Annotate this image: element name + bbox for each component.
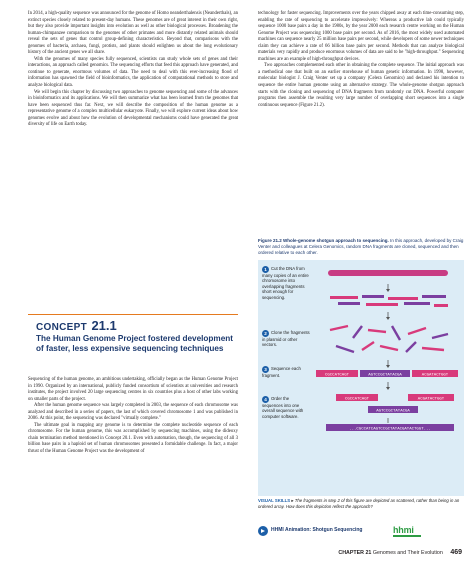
fragment <box>422 295 446 298</box>
visual-skills-arrow-icon: ▸ <box>291 498 294 503</box>
step-2-number: 2 <box>262 330 269 337</box>
step-1-number: 1 <box>262 266 269 273</box>
step-2 <box>262 330 310 348</box>
arrow-head-step1 <box>386 289 390 292</box>
clone <box>392 326 400 340</box>
arrow-head-step4 <box>386 387 390 390</box>
clone <box>330 326 348 330</box>
clone <box>353 326 362 338</box>
paragraph-goal: The ultimate goal in mapping any genome is to determine the complete nucleotide sequence of each chromosome. For the human genome, this was accomplished by sequencing machines, using the dideoxy chain termination method mentioned in Concept 20.1. Even with automation, though, the sequencing of all 3 billion base pairs in a haploid set of human chromosomes presented a formidable challenge. In fact, a major thrust of the Human Genome Project was the development of <box>28 422 238 455</box>
footer-title: Genomes and Their Evolution <box>372 550 443 556</box>
step-4-text: Order the sequences into one overall sequence with computer software. <box>262 396 304 419</box>
clone <box>336 346 354 352</box>
figure-caption-text: In this approach, developed by Craig Venter and colleagues at Celera Genomics, random DNA fragments are cloned, sequenced and then ordered relative to each other. <box>258 238 464 255</box>
concept-divider <box>28 314 238 315</box>
right-column <box>258 11 464 109</box>
seq-step4-c: AGTCCGCTATACGA <box>376 409 410 414</box>
seq-step3-c: ACGATACTGGT <box>421 373 449 378</box>
paragraph-neanderthal: In 2014, a high-quality sequence was announced for the genome of Homo neanderthalensis (Neanderthals), an extinct species closely related to present-day humans. These genomes are of great interest in their own right, but they also provide important insights into evolution as well as other biological processes. Broadening the human-chimpanzee comparison to the genomes of other primates and more distantly related animals should reveal the sets of genes that control group-defining characteristics. Beyond that, comparisons with the genomes of bacteria, archaea, fungi, protists, and plants should enlighten us about the long evolutionary history of the ancient genes we all share. <box>28 11 238 56</box>
seq-step4-b: ACGATACTGGT <box>417 397 445 402</box>
clone <box>380 346 398 350</box>
fragment <box>434 304 448 307</box>
visual-skills-text: The fragments in step 2 of this figure are depicted as scattered, rather than being in an ordered array. How does this depiction reflect the approach? <box>258 498 460 509</box>
concept-title: The Human Genome Project fostered development of faster, less expensive sequencing techniques <box>36 334 233 354</box>
seq-step3-b: AGTCCGCTATACGA <box>368 373 402 378</box>
clone <box>408 328 426 334</box>
step-4-number: 4 <box>262 396 269 403</box>
left-column-top <box>28 11 238 129</box>
page-footer <box>338 549 462 556</box>
cloned-fragments <box>330 326 448 352</box>
page-number: 469 <box>450 549 462 556</box>
hhmi-animation-label[interactable]: HHMI Animation: Shotgun Sequencing <box>271 527 363 533</box>
step-3 <box>262 366 310 378</box>
fragment <box>330 296 358 299</box>
concept-label: CONCEPT <box>36 322 87 333</box>
clone <box>362 342 374 350</box>
paragraph-hgp: Sequencing of the human genome, an ambitious undertaking, officially began as the Human Genome Project in 1990. Organized by an international, publicly funded consortium of scientists at universities and research institutes, the project involved 20 large sequencing centres in six countries plus a host of other labs working on smaller parts of the project. <box>28 377 238 402</box>
step-3-number: 3 <box>262 366 269 373</box>
figure-label: Figure 21.2 <box>258 238 282 243</box>
concept-heading <box>36 317 117 335</box>
step-1-text: Cut the DNA from many copies of an entire chromosome into overlapping fragments short enough for sequencing. <box>262 266 309 300</box>
hhmi-logo: hhmi <box>393 525 414 535</box>
paragraph-chapter-overview: We will begin this chapter by discussing two approaches to genome sequencing and some of the advances in bioinformatics and its applications. We will then summarize what has been learned from the genomes that have been sequenced thus far. Next, we will describe the composition of the human genome as a representative genome of a complex multicellular eukaryote. Finally, we will explore current ideas about how genomes evolve and about how the evolution of developmental mechanisms could have generated the great diversity of life on Earth today. <box>28 89 238 128</box>
step-3-text: Sequence each fragment. <box>262 366 301 378</box>
figure-panel <box>258 260 464 496</box>
figure-title: Whole-genome shotgun approach to sequencing. <box>283 238 389 243</box>
seq-full: ...CGCCATCAGTCCGCTATACGATACTGGT... <box>349 427 431 432</box>
dna-fragments <box>330 295 448 307</box>
clone <box>422 348 444 350</box>
clone <box>368 330 386 332</box>
visual-skills-label: VISUAL SKILLS <box>258 498 291 503</box>
fragment <box>388 297 418 300</box>
step-1 <box>262 266 310 300</box>
step-2-text: Clone the fragments in plasmid or other vectors. <box>262 330 310 348</box>
footer-chapter: CHAPTER 21 <box>338 550 372 556</box>
fragment <box>338 302 360 305</box>
play-icon[interactable] <box>258 526 268 536</box>
chromosome-dna <box>328 270 448 276</box>
seq-step3-a: CGCCATCAGT <box>324 373 350 378</box>
arrow-head-step2 <box>386 317 390 320</box>
clone <box>406 342 416 352</box>
paragraph-completion: After the human genome sequence was largely completed in 2003, the sequence of each chromosome was analyzed and described in a series of papers, the last of which covered chromosome 1 and was published in 2006. At this point, the sequencing was declared "virtually complete." <box>28 403 238 422</box>
fragment <box>362 295 384 298</box>
figure-caption <box>258 238 464 256</box>
hhmi-logo-underline <box>393 535 421 537</box>
paragraph-two-approaches: Two approaches complemented each other in obtaining the complete sequence. The initial approach was a methodical one that built on an earlier storehouse of human genetic information. In 1998, however, molecular biologist J. Craig Venter set up a company (Celera Genomics) and declared his intention to sequence the entire human genome using an alternative strategy. The whole-genome shotgun approach starts with the cloning and sequencing of DNA fragments from randomly cut DNA. Powerful computer programs then assemble the resulting very large number of overlapping short sequences into a single continuous sequence (Figure 21.2). <box>258 63 464 108</box>
arrow-head-step3 <box>386 365 390 368</box>
visual-skills-question <box>258 498 464 509</box>
left-column-bottom <box>28 377 238 456</box>
paragraph-genomics: With the genomes of many species fully sequenced, scientists can study whole sets of genes and their interactions, an approach called genomics. The sequencing efforts that feed this approach have generated, and continue to generate, enormous volumes of data. The need to deal with this ever-increasing flood of information has spawned the field of bioinformatics, the application of computational methods to store and analyze biological data. <box>28 56 238 89</box>
fragment <box>404 302 430 305</box>
clone <box>432 334 448 338</box>
step-4 <box>262 396 310 419</box>
paragraph-technology: technology for faster sequencing. Improvements over the years chipped away at each time-consuming step, enabling the rate of sequencing to accelerate impressively: Whereas a productive lab could typically sequence 1000 base pairs a day in the 1980s, by the year 2000 each research centre working on the Human Genome Project was sequencing 1000 base pairs per second. As of 2016, the most widely used automated machines can sequence nearly 25 million base pairs per second, while developers of some newer techniques claim they can achieve a rate of 66 billion base pairs per second. Methods that can analyze biological materials very rapidly and produce enormous volumes of data are said to be "high-throughput." Sequencing machines are an example of high-throughput devices. <box>258 11 464 62</box>
fragment <box>366 303 398 306</box>
hhmi-animation-link[interactable] <box>258 525 464 537</box>
seq-step4-a: CGCCATCAGT <box>344 397 370 402</box>
concept-number: 21.1 <box>91 318 117 333</box>
